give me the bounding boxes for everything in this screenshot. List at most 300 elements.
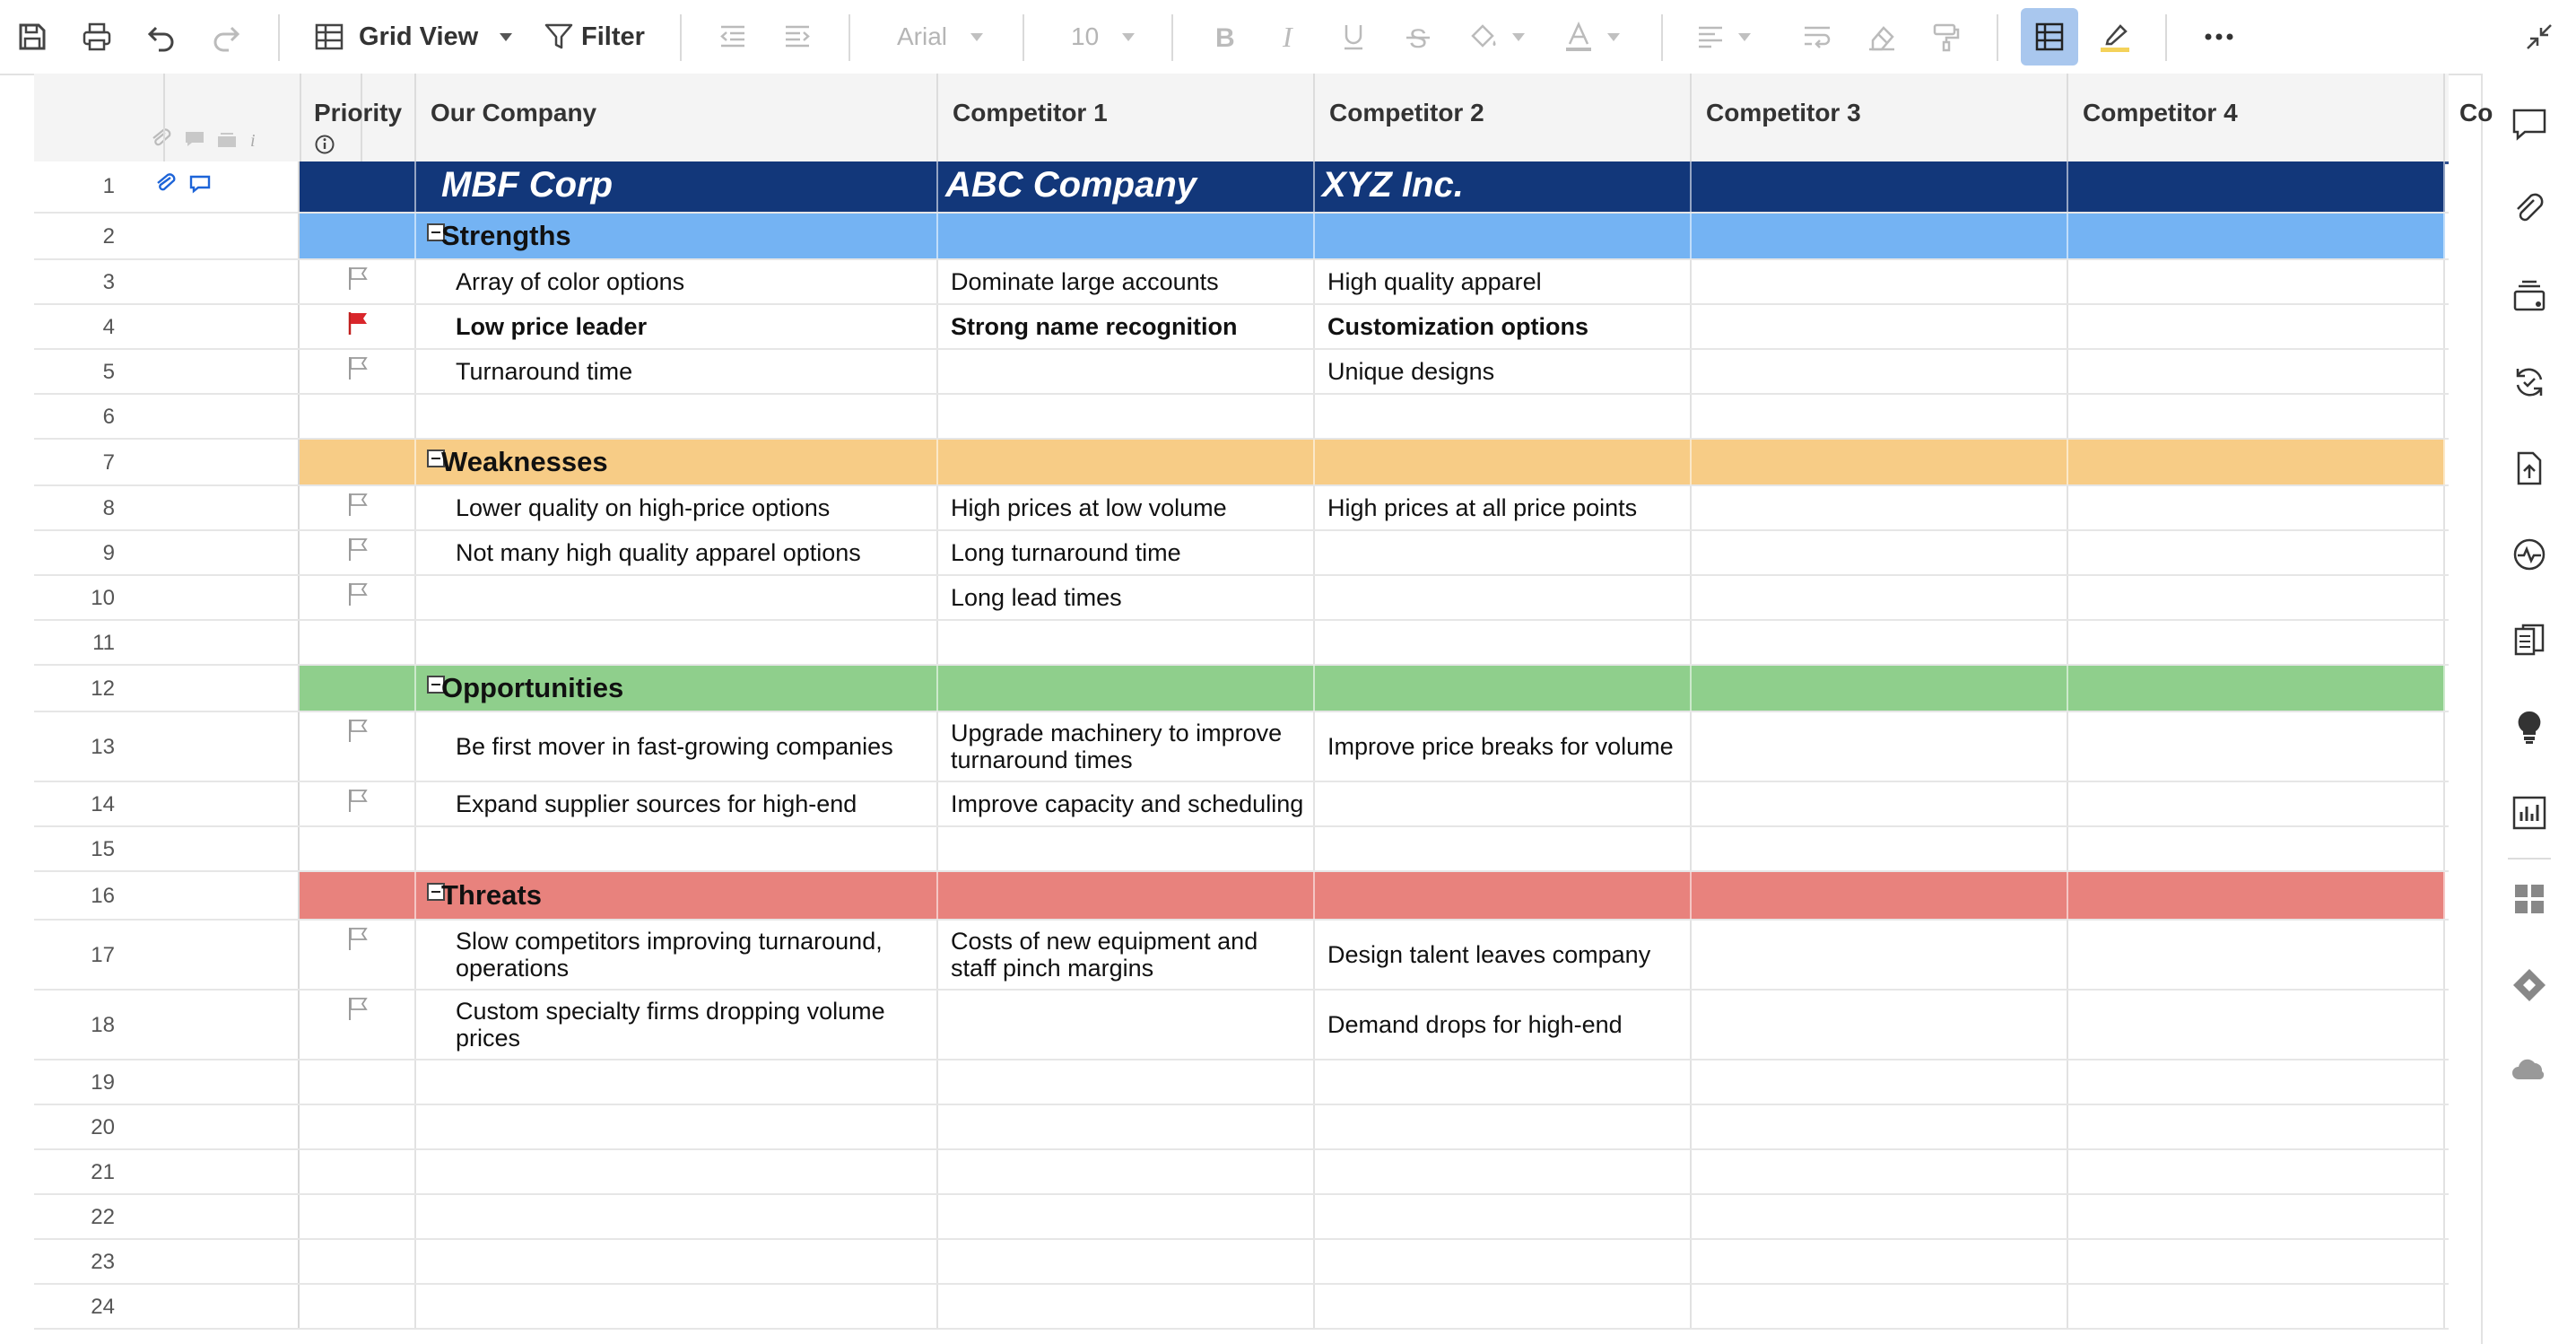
cell-c3[interactable] <box>1315 214 1692 258</box>
cell-pri[interactable] <box>300 872 416 919</box>
cell-c2[interactable] <box>938 872 1315 919</box>
cell-c1[interactable] <box>416 260 938 303</box>
cell-c5[interactable] <box>2068 395 2445 438</box>
row-number-cell[interactable] <box>34 991 300 1059</box>
cell-pri[interactable] <box>300 305 416 348</box>
row-attachment-comment-icons[interactable] <box>154 174 212 198</box>
cell-c2[interactable] <box>938 260 1315 303</box>
row-number-cell[interactable] <box>34 486 300 529</box>
cell-c3[interactable] <box>1315 621 1692 664</box>
cell-c1[interactable] <box>416 1150 938 1193</box>
cell-c2[interactable] <box>938 1285 1315 1328</box>
cell-c4[interactable] <box>1692 827 2068 870</box>
cell-c1[interactable] <box>416 531 938 574</box>
priority-flag-icon[interactable] <box>346 788 370 818</box>
row-number-cell[interactable] <box>34 260 300 303</box>
row-number-cell[interactable] <box>34 827 300 870</box>
row-number-cell[interactable] <box>34 1105 300 1148</box>
row-number: 17 <box>91 943 115 967</box>
cell-c4[interactable] <box>1692 214 2068 258</box>
table-row <box>34 666 2449 712</box>
comments-icon[interactable] <box>2506 100 2553 147</box>
cell-c2[interactable] <box>938 991 1315 1059</box>
table-row <box>34 1060 2449 1105</box>
cell-c1[interactable] <box>416 872 938 919</box>
undo-icon[interactable] <box>145 0 178 74</box>
cell-text: Improve capacity and scheduling <box>951 790 1304 817</box>
cell-c1[interactable] <box>416 666 938 711</box>
row-number: 8 <box>102 496 115 520</box>
cell-c5[interactable] <box>2068 666 2445 711</box>
cell-text: Strengths <box>441 220 571 251</box>
cell-pri[interactable] <box>300 395 416 438</box>
row-number: 23 <box>91 1250 115 1274</box>
cell-c3[interactable] <box>1315 1150 1692 1193</box>
row-number: 5 <box>102 360 115 384</box>
row-number-cell[interactable] <box>34 214 300 258</box>
cell-c4[interactable] <box>1692 305 2068 348</box>
cell-c4[interactable] <box>1692 260 2068 303</box>
cell-c5[interactable] <box>2068 1195 2445 1238</box>
cell-c1[interactable] <box>416 486 938 529</box>
table-row <box>34 350 2449 395</box>
redo-icon[interactable] <box>210 0 242 74</box>
cell-text: Lower quality on high-price options <box>456 494 831 521</box>
cell-text: Strong name recognition <box>951 313 1238 340</box>
table-row <box>34 1105 2449 1150</box>
column-header-our-company[interactable] <box>416 74 938 161</box>
cell-c2[interactable] <box>938 395 1315 438</box>
cell-c5[interactable] <box>2068 872 2445 919</box>
cell-c4[interactable] <box>1692 1105 2068 1148</box>
table-row <box>34 214 2449 260</box>
cell-c4[interactable] <box>1692 161 2068 212</box>
cell-text: Dominate large accounts <box>951 268 1219 295</box>
table-row <box>34 1195 2449 1240</box>
column-header-competitor-5[interactable] <box>2445 74 2499 161</box>
cell-text: turnaround times <box>951 746 1133 773</box>
wrap-text-icon[interactable] <box>1801 0 1833 74</box>
cell-c2[interactable] <box>938 531 1315 574</box>
table-row <box>34 782 2449 827</box>
cell-pri[interactable] <box>300 260 416 303</box>
attachment-icon[interactable] <box>154 174 179 198</box>
cell-c4[interactable] <box>1692 921 2068 989</box>
cell-c3[interactable] <box>1315 1195 1692 1238</box>
column-label: Competitor 1 <box>953 99 1108 127</box>
indent-icon[interactable] <box>782 0 813 74</box>
column-label: Competitor 2 <box>1329 99 1484 127</box>
cell-c3[interactable] <box>1315 1240 1692 1283</box>
text-color-icon <box>1562 21 1595 53</box>
cell-c3[interactable] <box>1315 260 1692 303</box>
cell-c3[interactable] <box>1315 921 1692 989</box>
cell-c4[interactable] <box>1692 350 2068 393</box>
cell-text: Not many high quality apparel options <box>456 539 861 566</box>
cell-c5[interactable] <box>2068 576 2445 619</box>
filter-button[interactable] <box>544 0 645 74</box>
row-number-cell[interactable] <box>34 712 300 781</box>
cell-c1[interactable] <box>416 440 938 484</box>
cell-pri[interactable] <box>300 1060 416 1104</box>
cell-text: Design talent leaves company <box>1327 941 1651 968</box>
row-number: 18 <box>91 1013 115 1037</box>
sheet-grid <box>34 74 2493 1344</box>
cell-text: Be first mover in fast-growing companies <box>456 733 893 760</box>
cell-c3[interactable] <box>1315 161 1692 212</box>
row-number-cell[interactable] <box>34 531 300 574</box>
format-painter-icon[interactable] <box>1930 0 1962 74</box>
cell-c1[interactable] <box>416 395 938 438</box>
table-row <box>34 921 2449 991</box>
cell-c1[interactable] <box>416 921 938 989</box>
cell-c4[interactable] <box>1692 576 2068 619</box>
row-number: 16 <box>91 884 115 908</box>
cell-c3[interactable] <box>1315 531 1692 574</box>
row-number-cell[interactable] <box>34 1240 300 1283</box>
header-divider <box>163 74 165 161</box>
italic-icon[interactable] <box>1274 0 1304 74</box>
chevron-down-icon <box>1512 33 1525 41</box>
cell-pri[interactable] <box>300 921 416 989</box>
priority-flag-icon[interactable] <box>346 355 370 386</box>
cell-c2[interactable] <box>938 666 1315 711</box>
cell-text: Turnaround time <box>456 358 633 385</box>
cell-c1[interactable] <box>416 1285 938 1328</box>
table-row <box>34 576 2449 621</box>
priority-flag-icon[interactable] <box>346 718 370 748</box>
cell-pri[interactable] <box>300 991 416 1059</box>
row-number-cell[interactable] <box>34 350 300 393</box>
row-number: 11 <box>92 631 115 655</box>
cell-c4[interactable] <box>1692 440 2068 484</box>
more-options-icon[interactable] <box>2203 0 2235 74</box>
cell-c3[interactable] <box>1315 1105 1692 1148</box>
priority-flag-icon[interactable] <box>346 926 370 956</box>
toolbar <box>0 0 2574 75</box>
cell-c5[interactable] <box>2068 440 2445 484</box>
strikethrough-icon[interactable] <box>1403 0 1433 74</box>
row-number-cell[interactable] <box>34 1150 300 1193</box>
row-number-cell[interactable] <box>34 1060 300 1104</box>
column-header-competitor-1[interactable] <box>938 74 1315 161</box>
row-number-cell[interactable] <box>34 161 300 212</box>
cell-c5[interactable] <box>2068 1150 2445 1193</box>
column-label: Priority <box>314 99 403 127</box>
right-panel <box>2481 74 2576 1344</box>
cell-c1[interactable] <box>416 1240 938 1283</box>
cell-pri[interactable] <box>300 350 416 393</box>
cell-c3[interactable] <box>1315 350 1692 393</box>
cell-text: Upgrade machinery to improve <box>951 720 1283 746</box>
cell-c1[interactable] <box>416 161 938 212</box>
font-family-select[interactable] <box>897 0 983 74</box>
chevron-down-icon <box>1607 33 1620 41</box>
summary-icon[interactable] <box>2506 617 2553 664</box>
row-number: 7 <box>102 450 115 475</box>
cell-c3[interactable] <box>1315 991 1692 1059</box>
cell-c1[interactable] <box>416 305 938 348</box>
grid-view-dropdown[interactable] <box>314 0 512 74</box>
cell-c1[interactable] <box>416 712 938 781</box>
row-number-cell[interactable] <box>34 872 300 919</box>
proofs-icon[interactable] <box>2506 273 2553 319</box>
chevron-down-icon <box>500 33 512 41</box>
row-number: 15 <box>91 837 115 861</box>
cell-c1[interactable] <box>416 782 938 825</box>
cell-c4[interactable] <box>1692 782 2068 825</box>
cell-c3[interactable] <box>1315 440 1692 484</box>
cell-c3[interactable] <box>1315 1060 1692 1104</box>
underline-icon[interactable] <box>1338 0 1369 74</box>
cell-c5[interactable] <box>2068 1285 2445 1328</box>
cell-c5[interactable] <box>2068 1240 2445 1283</box>
clear-format-icon[interactable] <box>1866 0 1898 74</box>
cell-c5[interactable] <box>2068 921 2445 989</box>
cell-c5[interactable] <box>2068 621 2445 664</box>
cell-text: prices <box>456 1025 521 1052</box>
attachment-icon[interactable] <box>2506 187 2553 233</box>
cell-c5[interactable] <box>2068 214 2445 258</box>
cell-pri[interactable] <box>300 666 416 711</box>
cell-c4[interactable] <box>1692 621 2068 664</box>
row-number: 3 <box>102 270 115 294</box>
cell-pri[interactable] <box>300 1150 416 1193</box>
cell-text: Custom specialty firms dropping volume <box>456 998 885 1025</box>
cell-pri[interactable] <box>300 712 416 781</box>
cell-c4[interactable] <box>1692 395 2068 438</box>
priority-flag-icon[interactable] <box>346 537 370 567</box>
bold-icon[interactable] <box>1209 0 1240 74</box>
column-label: Our Company <box>431 99 597 127</box>
cell-pri[interactable] <box>300 782 416 825</box>
cell-c2[interactable] <box>938 782 1315 825</box>
cell-c5[interactable] <box>2068 350 2445 393</box>
column-label: Competitor 4 <box>2083 99 2238 127</box>
print-icon[interactable] <box>81 0 113 74</box>
column-header-competitor-2[interactable] <box>1315 74 1692 161</box>
row-number: 10 <box>91 586 115 610</box>
cell-text: XYZ Inc. <box>1322 165 1464 205</box>
cell-c2[interactable] <box>938 576 1315 619</box>
table-row <box>34 486 2449 531</box>
priority-flag-icon[interactable] <box>346 266 370 296</box>
cell-pri[interactable] <box>300 161 416 212</box>
cell-c4[interactable] <box>1692 1195 2068 1238</box>
cloud-icon[interactable] <box>2506 1048 2553 1095</box>
cell-text: Array of color options <box>456 268 685 295</box>
cell-c5[interactable] <box>2068 161 2445 212</box>
integration-diamond-icon[interactable] <box>2506 962 2553 1008</box>
cell-c2[interactable] <box>938 1060 1315 1104</box>
cell-pri[interactable] <box>300 1105 416 1148</box>
fill-color-dropdown[interactable] <box>1467 0 1525 74</box>
cell-pri[interactable] <box>300 621 416 664</box>
cell-c4[interactable] <box>1692 872 2068 919</box>
activity-log-icon[interactable] <box>2506 531 2553 578</box>
table-row <box>34 1240 2449 1285</box>
grid-lines-icon[interactable] <box>2034 0 2065 74</box>
row-number-cell[interactable] <box>34 621 300 664</box>
cell-c4[interactable] <box>1692 1150 2068 1193</box>
cell-pri[interactable] <box>300 1195 416 1238</box>
cell-c4[interactable] <box>1692 991 2068 1059</box>
cell-c3[interactable] <box>1315 1285 1692 1328</box>
cell-c2[interactable] <box>938 1240 1315 1283</box>
priority-flag-icon[interactable] <box>346 492 370 522</box>
row-number: 12 <box>91 676 115 701</box>
apps-grid-icon[interactable] <box>2506 876 2553 922</box>
text-color-dropdown[interactable] <box>1562 0 1620 74</box>
cell-text: Demand drops for high-end <box>1327 1011 1623 1038</box>
cell-c5[interactable] <box>2068 712 2445 781</box>
grid-view-label: Grid View <box>359 22 479 51</box>
row-number: 19 <box>91 1070 115 1095</box>
highlight-changes-icon[interactable] <box>2099 0 2131 74</box>
cell-c3[interactable] <box>1315 712 1692 781</box>
cell-c2[interactable] <box>938 1150 1315 1193</box>
cell-c1[interactable] <box>416 621 938 664</box>
cell-c4[interactable] <box>1692 712 2068 781</box>
cell-c1[interactable] <box>416 214 938 258</box>
outdent-icon[interactable] <box>718 0 748 74</box>
cell-c1[interactable] <box>416 576 938 619</box>
cell-c2[interactable] <box>938 214 1315 258</box>
column-header-competitor-4[interactable] <box>2068 74 2445 161</box>
cell-c3[interactable] <box>1315 872 1692 919</box>
cell-pri[interactable] <box>300 827 416 870</box>
cell-c4[interactable] <box>1692 1060 2068 1104</box>
collapse-icon[interactable] <box>2524 0 2554 74</box>
cell-c5[interactable] <box>2068 782 2445 825</box>
cell-pri[interactable] <box>300 1240 416 1283</box>
table-row <box>34 621 2449 666</box>
cell-c4[interactable] <box>1692 531 2068 574</box>
cell-text: Slow competitors improving turnaround, <box>456 928 883 955</box>
cell-c2[interactable] <box>938 486 1315 529</box>
priority-flag-red-icon[interactable] <box>346 310 370 341</box>
cell-c3[interactable] <box>1315 666 1692 711</box>
cell-c5[interactable] <box>2068 1060 2445 1104</box>
cell-c2[interactable] <box>938 161 1315 212</box>
cell-c5[interactable] <box>2068 260 2445 303</box>
column-header-row <box>34 74 2493 164</box>
row-number-cell[interactable] <box>34 440 300 484</box>
row-number: 2 <box>102 224 115 249</box>
cell-c2[interactable] <box>938 305 1315 348</box>
font-size-select[interactable] <box>1071 0 1135 74</box>
chevron-down-icon <box>1738 33 1751 41</box>
cell-c5[interactable] <box>2068 827 2445 870</box>
cell-c2[interactable] <box>938 921 1315 989</box>
cell-c3[interactable] <box>1315 827 1692 870</box>
svg-text:S: S <box>1409 24 1428 54</box>
row-number-header <box>163 74 300 161</box>
cell-c2[interactable] <box>938 1105 1315 1148</box>
align-dropdown[interactable] <box>1695 0 1751 74</box>
cell-pri[interactable] <box>300 531 416 574</box>
cell-c3[interactable] <box>1315 486 1692 529</box>
publish-icon[interactable] <box>2506 445 2553 492</box>
cell-c5[interactable] <box>2068 486 2445 529</box>
cell-c2[interactable] <box>938 712 1315 781</box>
cell-c1[interactable] <box>416 827 938 870</box>
cell-c2[interactable] <box>938 440 1315 484</box>
bar-chart-icon[interactable] <box>2506 790 2553 836</box>
svg-text:B: B <box>1215 23 1235 53</box>
info-circle-icon <box>314 133 414 161</box>
row-number: 14 <box>91 792 115 816</box>
cell-c4[interactable] <box>1692 486 2068 529</box>
row-number-cell[interactable] <box>34 305 300 348</box>
cell-c3[interactable] <box>1315 576 1692 619</box>
cell-pri[interactable] <box>300 214 416 258</box>
svg-text:I: I <box>1283 21 1292 53</box>
cell-c5[interactable] <box>2068 1105 2445 1148</box>
cell-c4[interactable] <box>1692 1285 2068 1328</box>
cell-c3[interactable] <box>1315 782 1692 825</box>
table-row <box>34 395 2449 440</box>
column-label: Competitor 3 <box>1706 99 1861 127</box>
priority-flag-icon[interactable] <box>346 581 370 612</box>
cell-c1[interactable] <box>416 991 938 1059</box>
cell-pri[interactable] <box>300 440 416 484</box>
row-number-cell[interactable] <box>34 395 300 438</box>
priority-flag-icon[interactable] <box>346 996 370 1026</box>
cell-c2[interactable] <box>938 1195 1315 1238</box>
column-header-competitor-3[interactable] <box>1692 74 2068 161</box>
row-number: 1 <box>102 174 115 198</box>
update-requests-icon[interactable] <box>2506 359 2553 406</box>
cell-c4[interactable] <box>1692 666 2068 711</box>
cell-c3[interactable] <box>1315 305 1692 348</box>
row-number-cell[interactable] <box>34 782 300 825</box>
row-number-cell[interactable] <box>34 576 300 619</box>
font-size-value: 10 <box>1071 22 1100 50</box>
row-number-cell[interactable] <box>34 1195 300 1238</box>
font-family-value: Arial <box>897 22 948 50</box>
cell-pri[interactable] <box>300 1285 416 1328</box>
cell-c1[interactable] <box>416 1060 938 1104</box>
comment-icon[interactable] <box>188 174 212 198</box>
cell-pri[interactable] <box>300 576 416 619</box>
cell-c4[interactable] <box>1692 1240 2068 1283</box>
cell-c1[interactable] <box>416 1105 938 1148</box>
cell-text: staff pinch margins <box>951 955 1154 982</box>
cell-c1[interactable] <box>416 350 938 393</box>
cell-pri[interactable] <box>300 486 416 529</box>
row-number-cell[interactable] <box>34 666 300 711</box>
cell-text: Improve price breaks for volume <box>1327 733 1674 760</box>
cell-c1[interactable] <box>416 1195 938 1238</box>
row-number-cell[interactable] <box>34 1285 300 1328</box>
filter-icon <box>544 22 574 52</box>
cell-c3[interactable] <box>1315 395 1692 438</box>
cell-c2[interactable] <box>938 827 1315 870</box>
svg-text:i: i <box>250 131 256 151</box>
row-number-cell[interactable] <box>34 921 300 989</box>
cell-c2[interactable] <box>938 350 1315 393</box>
cell-c2[interactable] <box>938 621 1315 664</box>
filter-label: Filter <box>581 22 645 51</box>
save-icon[interactable] <box>16 0 48 74</box>
cell-c5[interactable] <box>2068 991 2445 1059</box>
table-row <box>34 872 2449 921</box>
lightbulb-icon[interactable] <box>2506 703 2553 750</box>
column-header-priority[interactable] <box>300 74 416 161</box>
cell-c5[interactable] <box>2068 305 2445 348</box>
cell-c5[interactable] <box>2068 531 2445 574</box>
